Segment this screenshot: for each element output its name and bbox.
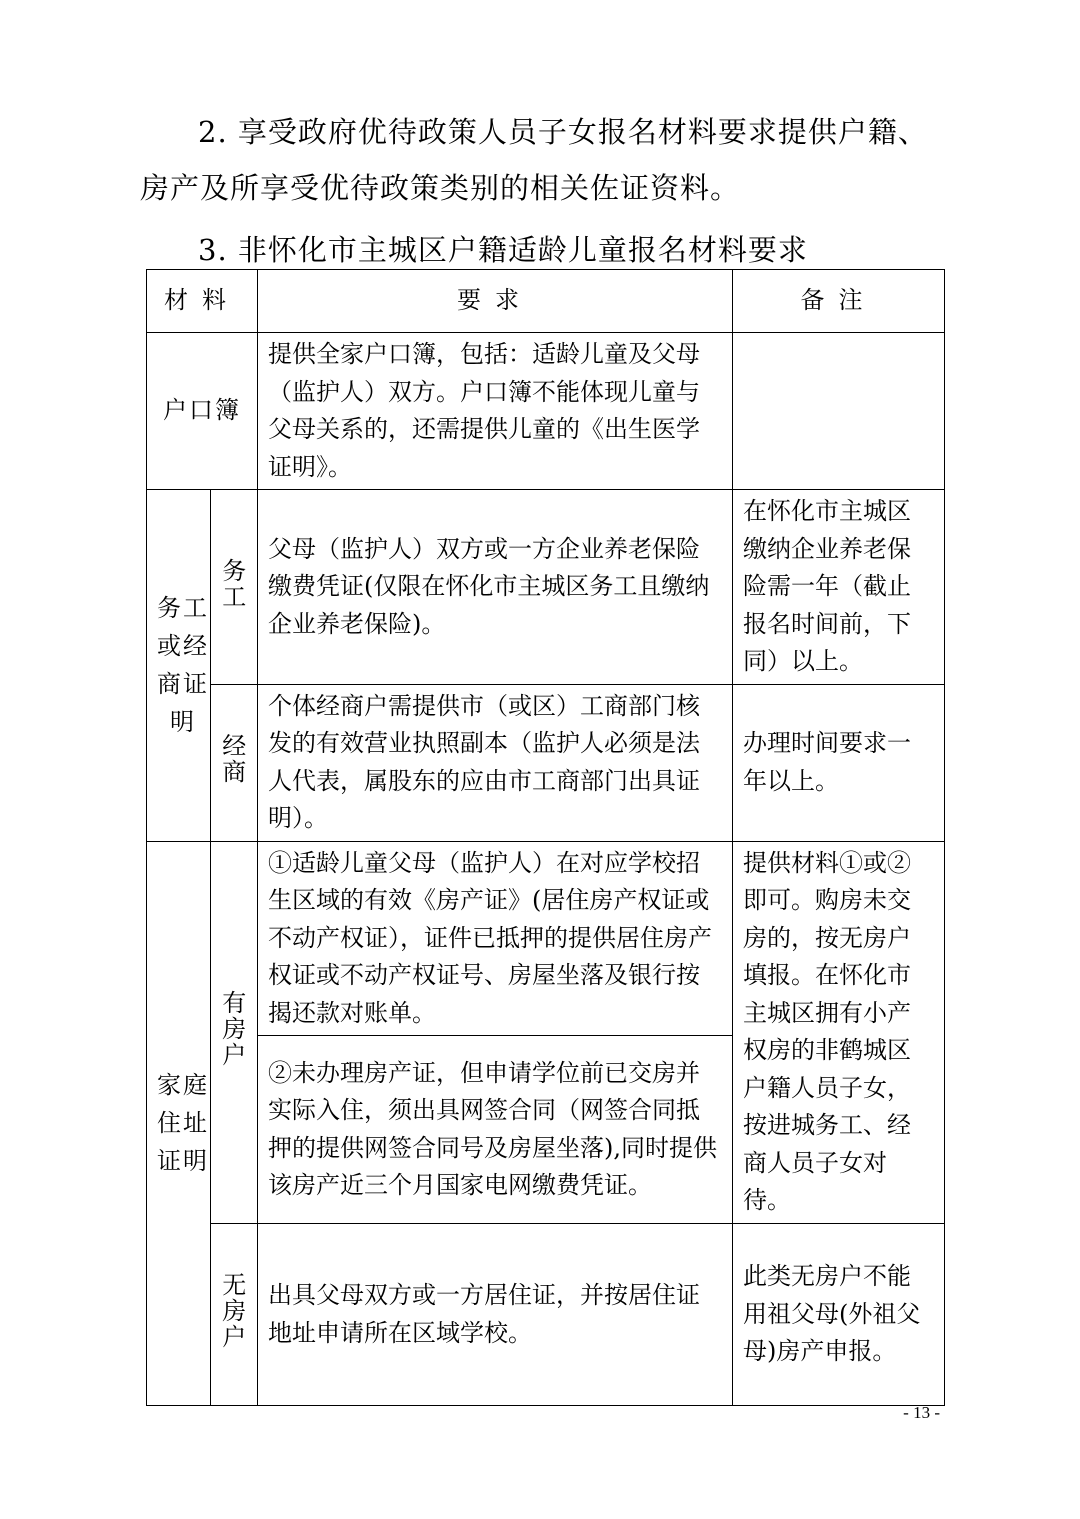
paragraph-item-3: 3. 非怀化市主城区户籍适龄儿童报名材料要求	[198, 233, 808, 267]
requirement-hukou: 提供全家户口簿，包括：适龄儿童及父母（监护人）双方。户口簿不能体现儿童与父母关系的，还需提供儿童的《出生医学证明》。	[258, 333, 733, 490]
label-business: 经商	[211, 684, 258, 841]
label-employee: 务工	[211, 490, 258, 685]
note-business: 办理时间要求一年以上。	[733, 684, 945, 841]
table-row-business	[147, 684, 945, 841]
table-row-owner-1	[147, 841, 945, 1036]
header-requirement: 要求	[258, 270, 733, 333]
page-number: - 13 -	[903, 1403, 940, 1422]
requirement-non-owner: 出具父母双方或一方居住证，并按居住证地址申请所在区域学校。	[258, 1224, 733, 1406]
requirement-business: 个体经商户需提供市（或区）工商部门核发的有效营业执照副本（监护人必须是法人代表，属股东的应由市工商部门出具证明）。	[258, 684, 733, 841]
paragraph-item-2: 2. 享受政府优待政策人员子女报名材料要求提供户籍、房产及所享受优待政策类别的相关佐证资料。	[140, 115, 928, 205]
requirement-owner-1: ①适龄儿童父母（监护人）在对应学校招生区域的有效《房产证》(居住房产权证或不动产权证），证件已抵押的提供居住房产权证或不动产权证号、房屋坐落及银行按揭还款对账单。	[258, 841, 733, 1036]
table-row-employee	[147, 490, 945, 685]
requirement-owner-2: ②未办理房产证，但申请学位前已交房并实际入住，须出具网签合同（网签合同抵押的提供网签合同号及房屋坐落),同时提供该房产近三个月国家电网缴费凭证。	[258, 1036, 733, 1224]
table-header-row	[147, 270, 945, 333]
label-work-or-business: 务工或经商证明	[147, 490, 211, 842]
label-non-owner: 无房户	[211, 1224, 258, 1406]
note-owner: 提供材料①或②即可。购房未交房的，按无房户填报。在怀化市主城区拥有小产权房的非鹤城区户籍人员子女，按进城务工、经商人员子女对待。	[733, 841, 945, 1224]
note-non-owner: 此类无房户不能用祖父母(外祖父母)房产申报。	[733, 1224, 945, 1406]
label-hukou: 户口簿	[147, 333, 258, 490]
requirements-table	[146, 269, 945, 1406]
label-residence: 家庭住址证明	[147, 841, 211, 1406]
requirement-employee: 父母（监护人）双方或一方企业养老保险缴费凭证(仅限在怀化市主城区务工且缴纳企业养老保险)。	[258, 490, 733, 685]
header-material: 材料	[147, 270, 258, 333]
note-hukou	[733, 333, 945, 490]
table-row-hukou	[147, 333, 945, 490]
label-home-owner: 有房户	[211, 841, 258, 1224]
note-employee: 在怀化市主城区缴纳企业养老保险需一年（截止报名时间前，下同）以上。	[733, 490, 945, 685]
header-note: 备注	[733, 270, 945, 333]
table-row-nonowner	[147, 1224, 945, 1406]
